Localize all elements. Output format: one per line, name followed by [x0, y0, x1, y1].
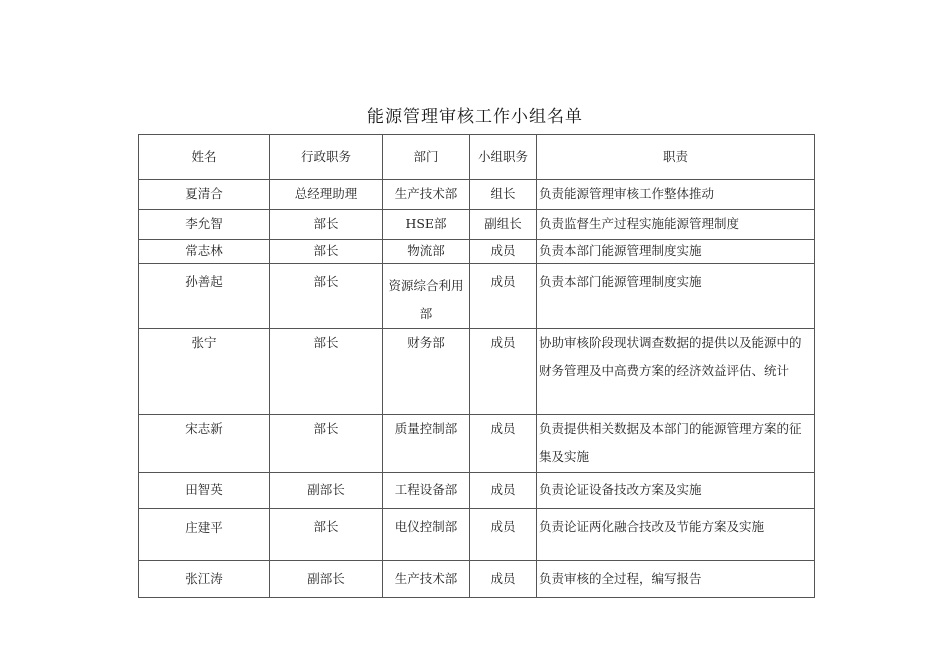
cell-department: 财务部	[383, 329, 470, 415]
table-row	[139, 509, 815, 561]
cell-admin-title: 部长	[270, 264, 383, 329]
cell-duty: 负责本部门能源管理制度实施	[537, 264, 815, 329]
cell-name: 庄建平	[139, 509, 270, 561]
cell-department: 生产技术部	[383, 180, 470, 210]
cell-name: 宋志新	[139, 415, 270, 473]
cell-admin-title: 总经理助理	[270, 180, 383, 210]
cell-group-role: 成员	[470, 240, 537, 264]
table-row	[139, 264, 815, 329]
table-row	[139, 561, 815, 598]
cell-group-role: 副组长	[470, 210, 537, 240]
table-row	[139, 329, 815, 415]
cell-admin-title: 部长	[270, 240, 383, 264]
cell-name: 李允智	[139, 210, 270, 240]
header-name: 姓名	[139, 135, 270, 180]
cell-group-role: 成员	[470, 509, 537, 561]
document-title: 能源管理审核工作小组名单	[367, 107, 583, 127]
cell-duty: 负责能源管理审核工作整体推动	[537, 180, 815, 210]
cell-department: 工程设备部	[383, 473, 470, 509]
cell-duty: 负责提供相关数据及本部门的能源管理方案的征集及实施	[537, 415, 815, 473]
header-admin-title: 行政职务	[270, 135, 383, 180]
cell-duty: 负责审核的全过程，编写报告	[537, 561, 815, 598]
cell-duty: 负责本部门能源管理制度实施	[537, 240, 815, 264]
cell-name: 孙善起	[139, 264, 270, 329]
cell-name: 张江涛	[139, 561, 270, 598]
table-header-row	[139, 135, 815, 180]
table-row	[139, 180, 815, 210]
cell-department: 生产技术部	[383, 561, 470, 598]
cell-admin-title: 部长	[270, 509, 383, 561]
cell-name: 夏清合	[139, 180, 270, 210]
cell-group-role: 组长	[470, 180, 537, 210]
cell-admin-title: 部长	[270, 210, 383, 240]
cell-duty: 负责监督生产过程实施能源管理制度	[537, 210, 815, 240]
cell-group-role: 成员	[470, 415, 537, 473]
cell-department: HSE部	[383, 210, 470, 240]
cell-name: 张宁	[139, 329, 270, 415]
header-group-role: 小组职务	[470, 135, 537, 180]
cell-department: 质量控制部	[383, 415, 470, 473]
cell-admin-title: 部长	[270, 415, 383, 473]
cell-department: 资源综合利用部	[383, 264, 470, 329]
cell-admin-title: 副部长	[270, 473, 383, 509]
cell-group-role: 成员	[470, 264, 537, 329]
cell-name: 常志林	[139, 240, 270, 264]
table-row	[139, 210, 815, 240]
cell-duty: 负责论证两化融合技改及节能方案及实施	[537, 509, 815, 561]
cell-name: 田智英	[139, 473, 270, 509]
header-department: 部门	[383, 135, 470, 180]
table-row	[139, 240, 815, 264]
cell-duty: 协助审核阶段现状调查数据的提供以及能源中的财务管理及中高费方案的经济效益评估、统计	[537, 329, 815, 415]
cell-department: 电仪控制部	[383, 509, 470, 561]
cell-group-role: 成员	[470, 329, 537, 415]
cell-admin-title: 部长	[270, 329, 383, 415]
cell-duty: 负责论证设备技改方案及实施	[537, 473, 815, 509]
cell-group-role: 成员	[470, 561, 537, 598]
roster-table	[138, 134, 815, 598]
cell-admin-title: 副部长	[270, 561, 383, 598]
header-duty: 职责	[537, 135, 815, 180]
cell-group-role: 成员	[470, 473, 537, 509]
cell-department: 物流部	[383, 240, 470, 264]
table-row	[139, 415, 815, 473]
table-row	[139, 473, 815, 509]
